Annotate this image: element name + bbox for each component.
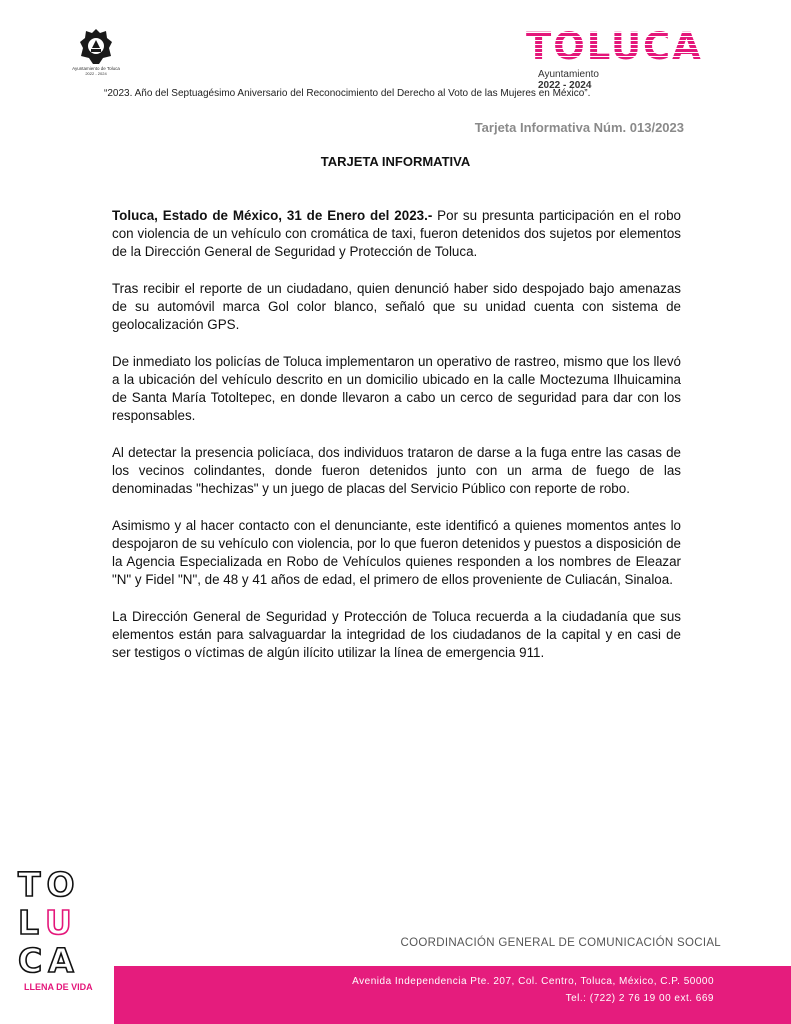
body-paragraph: De inmediato los policías de Toluca implementaron un operativo de rastreo, mismo que los llevó a la ubicación del vehículo descrito en un domicilio ubicado en la calle Moctezuma Ilhuicamina de Santa María Totoltepec, en donde llevaron a cabo un cerco de seguridad para dar con los responsables. [112, 354, 681, 423]
crest-caption: Ayuntamiento de Toluca [72, 66, 120, 71]
body-paragraph: La Dirección General de Seguridad y Protección de Toluca recuerda a la ciudadanía que sus elementos están para salvaguardar la integridad de los ciudadanos de la capital y en casi de ser testigos o víctimas de algún ilícito utilizar la línea de emergencia 911. [112, 609, 681, 660]
document-title: TARJETA INFORMATIVA [320, 154, 471, 169]
dateline: Toluca, Estado de México, 31 de Enero del 2023.- [112, 208, 433, 223]
lead-text: Por su presunta participación en el robo con violencia de un vehículo con cromática de taxi, fueron detenidos dos sujetos por elementos de la Dirección General de Seguridad y Protección de Toluca. [112, 208, 681, 259]
annual-motto: “2023. Año del Septuagésimo Aniversario del Reconocimiento del Derecho al Voto de las Mujeres en México”. [104, 88, 591, 99]
toluca-brand-logo [526, 25, 716, 91]
body-paragraph: Al detectar la presencia policíaca, dos individuos trataron de darse a la fuga entre las casas de los vecinos colindantes, donde fueron detenidos junto con un arma de fuego de las denominadas "hechizas" y un juego de placas del Servicio Público con reporte de robo. [112, 445, 681, 496]
footer-phone: Tel.: (722) 2 76 19 00 ext. 669 [565, 993, 714, 1004]
brand-years: 2022 - 2024 [538, 80, 592, 91]
communications-unit: COORDINACIÓN GENERAL DE COMUNICACIÓN SOCIAL [400, 937, 721, 949]
card-number: Tarjeta Informativa Núm. 013/2023 [474, 120, 684, 135]
lead-paragraph [112, 207, 681, 261]
logo-letter: U [45, 903, 72, 942]
logo-letter: T [18, 865, 41, 904]
document-body [112, 207, 681, 681]
body-paragraph: Asimismo y al hacer contacto con el denunciante, este identificó a quienes momentos antes lo despojaron de su vehículo con violencia, por lo que fueron detenidos y puestos a disposición de la Agencia Especializada en Robo de Vehículos quienes responden a los nombres de Eleazar "N" y Fidel "N", de 48 y 41 años de edad, el primero de ellos proveniente de Culiacán, Sinaloa. [112, 518, 681, 587]
crest-years: 2022 - 2024 [85, 71, 107, 76]
logo-tagline: LLENA DE VIDA [24, 982, 93, 992]
toluca-side-logo [18, 865, 100, 992]
logo-letter: C [18, 941, 43, 980]
state-coat-of-arms-icon [76, 26, 116, 66]
body-paragraph: Tras recibir el reporte de un ciudadano, quien denunció haber sido despojado bajo amenazas de su automóvil marca Gol color blanco, señaló que su unidad cuenta con sistema de geolocalización GPS. [112, 281, 681, 332]
footer-address: Avenida Independencia Pte. 207, Col. Centro, Toluca, México, C.P. 50000 [352, 976, 714, 987]
brand-wordmark: TOLUCA [526, 25, 703, 68]
brand-ayuntamiento: Ayuntamiento [538, 69, 599, 80]
coat-of-arms-logo [64, 26, 128, 88]
logo-letter: A [48, 941, 74, 980]
logo-letter: O [46, 865, 75, 904]
logo-letter: L [18, 903, 40, 942]
